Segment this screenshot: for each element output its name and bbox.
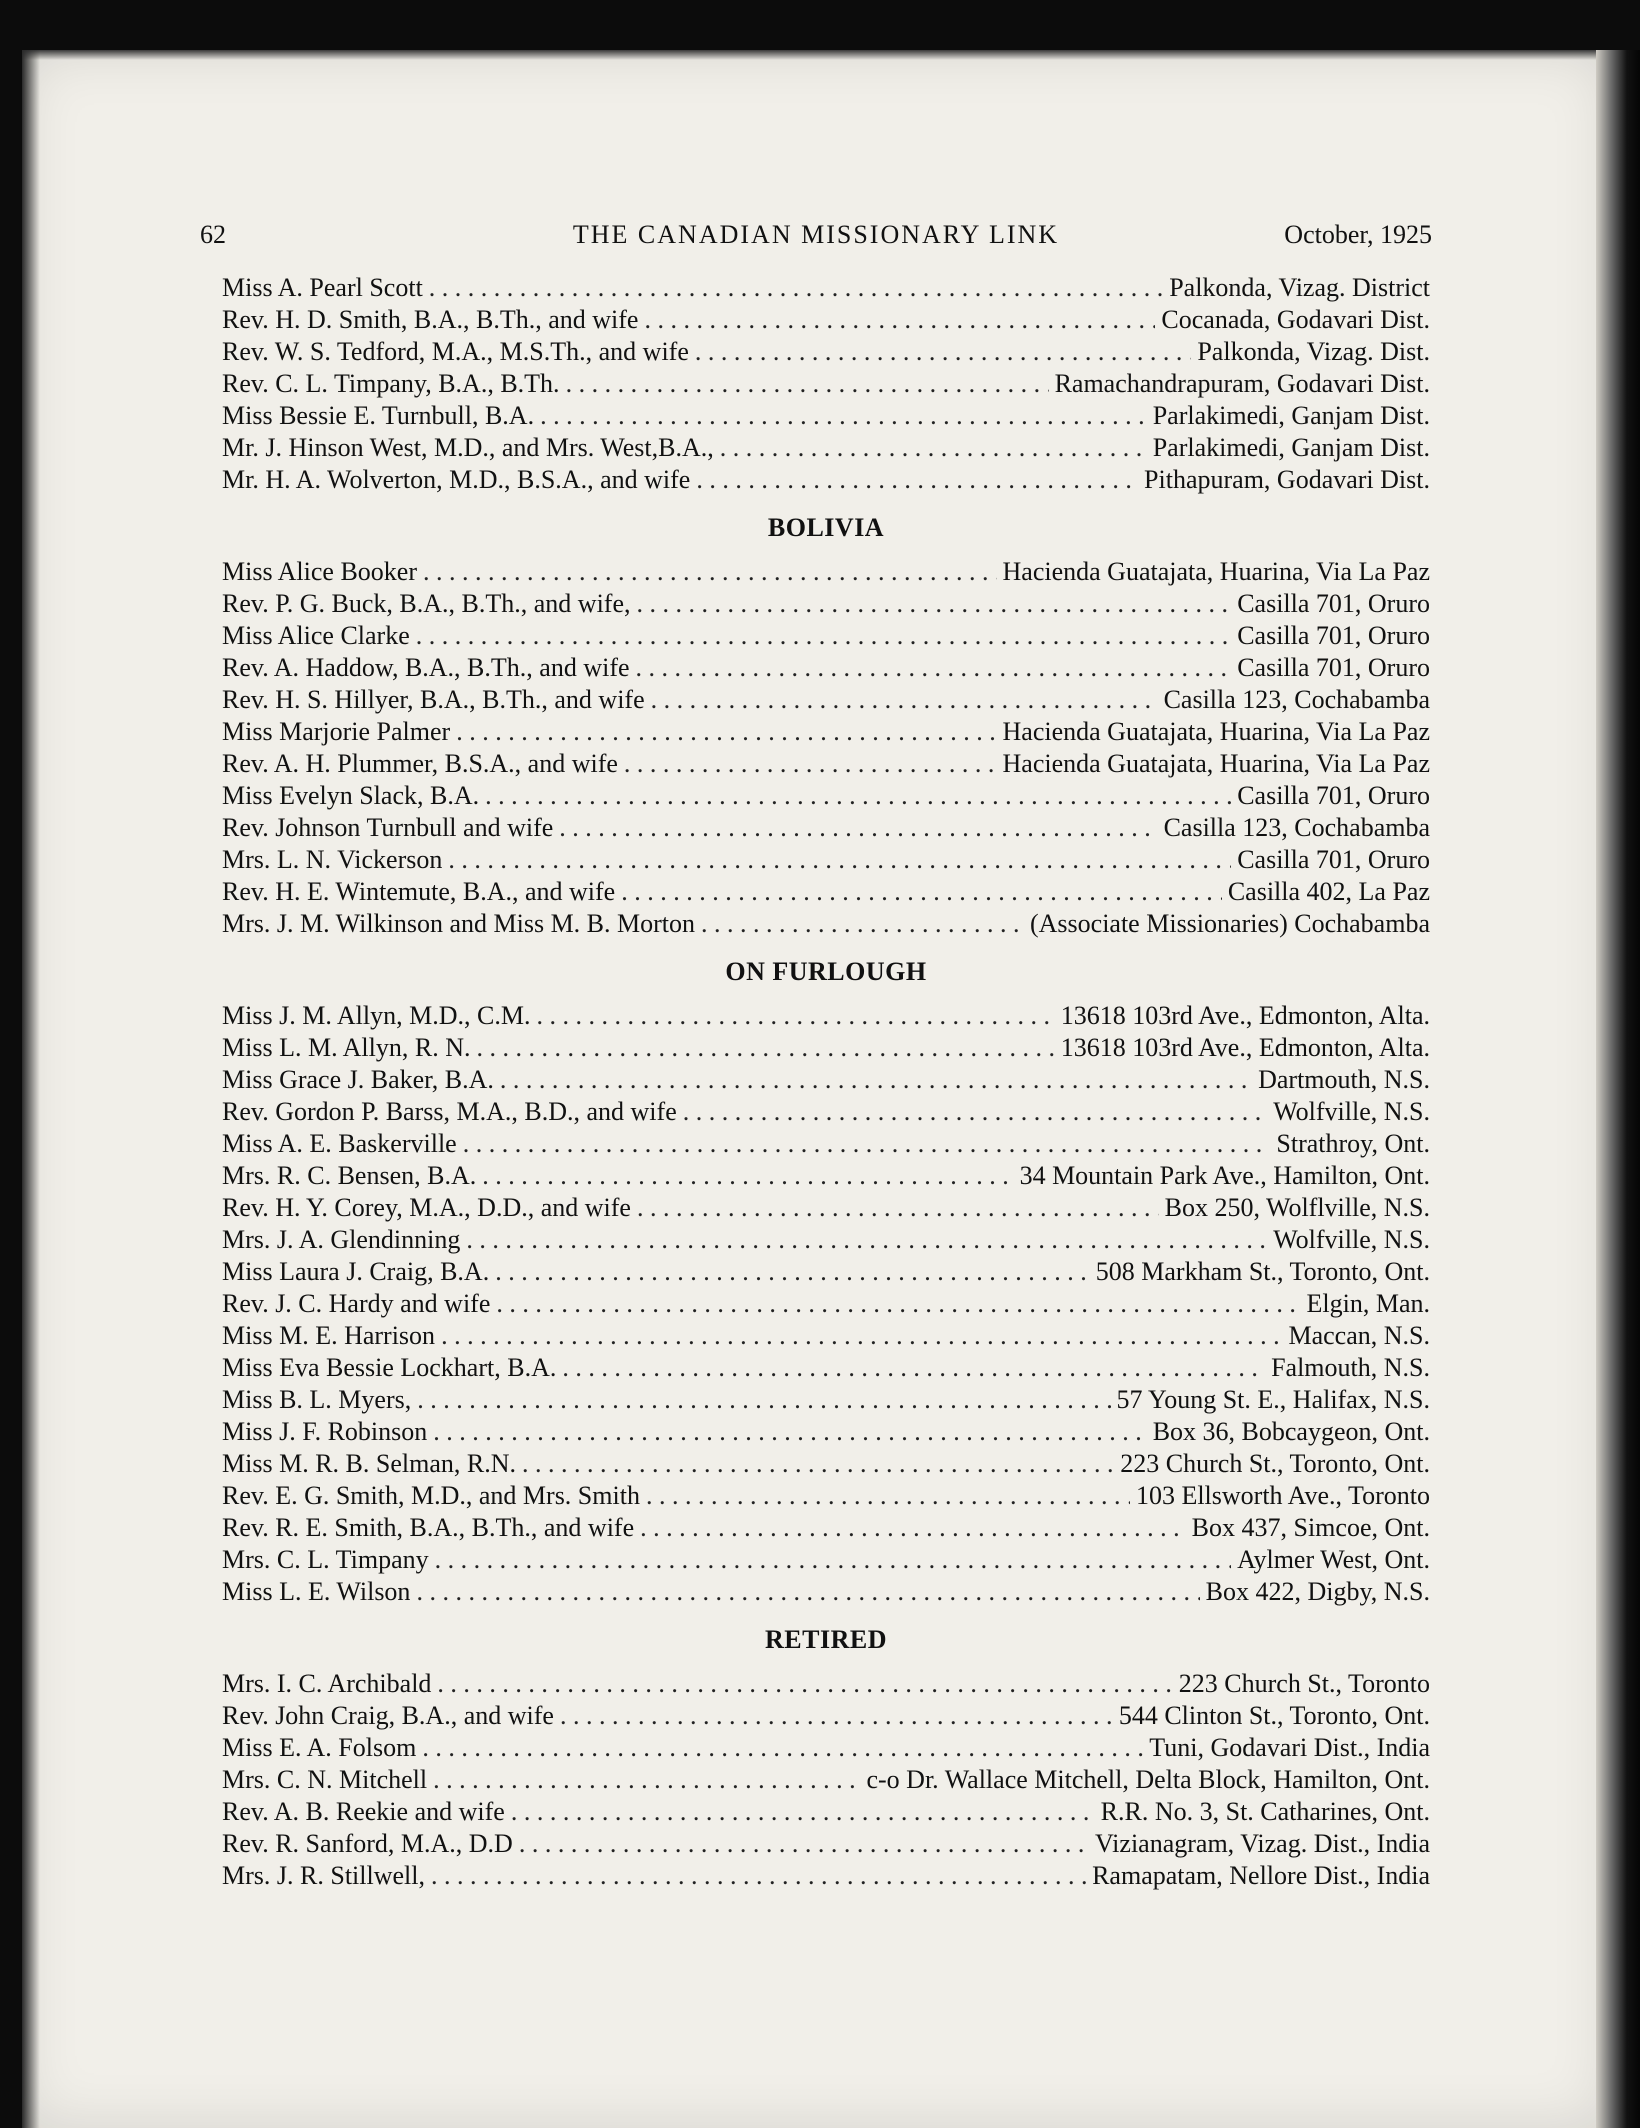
entry-address: Parlakimedi, Ganjam Dist. [1152,401,1430,430]
dot-leader [433,1764,860,1796]
directory-entry [222,716,1430,748]
dot-leader [417,1384,1110,1416]
entry-name: Rev. A. Haddow, B.A., B.Th., and wife [222,653,630,682]
entry-name: Mrs. C. N. Mitchell [222,1765,428,1794]
dot-leader [422,1732,1143,1764]
directory-entry [222,1256,1430,1288]
entry-address: Ramachandrapuram, Godavari Dist. [1054,369,1430,398]
directory-entry [222,1448,1430,1480]
directory-entry [222,1732,1430,1764]
directory-entry [222,304,1430,336]
entry-name: Miss M. E. Harrison [222,1321,436,1350]
dot-leader [433,1416,1146,1448]
dot-leader [540,400,1147,432]
directory-entry [222,1064,1430,1096]
entry-address: Casilla 123, Cochabamba [1163,685,1430,714]
scan-edge-top [22,50,1610,60]
entry-address: Box 250, Wolflville, N.S. [1164,1193,1430,1222]
entry-address: Aylmer West, Ont. [1237,1545,1430,1574]
dot-leader [482,1160,1013,1192]
directory-entry [222,1192,1430,1224]
entry-name: Miss Evelyn Slack, B.A. [222,781,480,810]
dot-leader [536,1000,1054,1032]
entry-name: Miss A. Pearl Scott [222,273,423,302]
directory-entry [222,272,1430,304]
scan-edge-left [22,50,40,2128]
directory-entry [222,876,1430,908]
entry-address: Palkonda, Vizag. Dist. [1197,337,1430,366]
entry-address: Vizianagram, Vizag. Dist., India [1094,1829,1430,1858]
entry-address: Wolfville, N.S. [1273,1097,1430,1126]
directory-entry [222,464,1430,496]
directory-entry [222,1160,1430,1192]
entry-address: Box 36, Bobcaygeon, Ont. [1152,1417,1430,1446]
dot-leader [495,1256,1090,1288]
entry-name: Rev. A. H. Plummer, B.S.A., and wife [222,749,618,778]
entry-name: Rev. A. B. Reekie and wife [222,1797,505,1826]
entry-name: Mrs. L. N. Vickerson [222,845,443,874]
dot-leader [500,1064,1252,1096]
directory-entry [222,1416,1430,1448]
dot-leader [429,272,1163,304]
directory-entry [222,780,1430,812]
entry-address: 13618 103rd Ave., Edmonton, Alta. [1060,1001,1430,1030]
entry-name: Rev. Gordon P. Barss, M.A., B.D., and wife [222,1097,677,1126]
entry-name: Miss Bessie E. Turnbull, B.A. [222,401,535,430]
entry-address: (Associate Missionaries) Cochabamba [1029,909,1430,938]
entry-address: 13618 103rd Ave., Edmonton, Alta. [1060,1033,1430,1062]
entry-name: Rev. C. L. Timpany, B.A., B.Th. [222,369,560,398]
dot-leader [646,1480,1130,1512]
entry-address: Casilla 123, Cochabamba [1163,813,1430,842]
dot-leader [423,556,997,588]
entry-address: 508 Markham St., Toronto, Ont. [1095,1257,1430,1286]
entry-name: Miss Alice Booker [222,557,417,586]
directory-entry [222,1224,1430,1256]
directory-entry [222,684,1430,716]
entry-address: Pithapuram, Godavari Dist. [1144,465,1430,494]
dot-leader [640,1512,1186,1544]
dot-leader [624,748,997,780]
entry-name: Mr. J. Hinson West, M.D., and Mrs. West,B.A., [222,433,714,462]
entry-address: Ramapatam, Nellore Dist., India [1092,1861,1430,1890]
entry-name: Mrs. I. C. Archibald [222,1669,432,1698]
entry-name: Miss B. L. Myers, [222,1385,412,1414]
entry-address: 103 Ellsworth Ave., Toronto [1135,1481,1430,1510]
page-title: THE CANADIAN MISSIONARY LINK [572,220,1060,249]
directory-entry [222,652,1430,684]
dot-leader [456,716,996,748]
retired-list [222,1668,1430,1892]
entry-address: Tuni, Godavari Dist., India [1149,1733,1430,1762]
entry-name: Rev. E. G. Smith, M.D., and Mrs. Smith [222,1481,640,1510]
entry-address: Strathroy, Ont. [1276,1129,1430,1158]
directory [222,272,1430,1892]
entry-address: Casilla 402, La Paz [1227,877,1430,906]
dot-leader [566,368,1049,400]
entry-name: Miss Alice Clarke [222,621,410,650]
entry-name: Miss Marjorie Palmer [222,717,451,746]
dot-leader [435,1544,1231,1576]
dot-leader [437,1668,1172,1700]
entry-address: 223 Church St., Toronto, Ont. [1120,1449,1430,1478]
dot-leader [651,684,1158,716]
directory-entry [222,400,1430,432]
dot-leader [701,908,1024,940]
dot-leader [621,876,1222,908]
directory-entry [222,1544,1430,1576]
dot-leader [416,620,1231,652]
furlough-list [222,1000,1430,1608]
dot-leader [485,780,1231,812]
entry-name: Rev. H. S. Hillyer, B.A., B.Th., and wife [222,685,645,714]
dot-leader [511,1796,1095,1828]
directory-entry [222,1764,1430,1796]
directory-entry [222,812,1430,844]
entry-name: Miss Grace J. Baker, B.A. [222,1065,494,1094]
directory-entry [222,620,1430,652]
directory-entry [222,1576,1430,1608]
entry-address: Cocanada, Godavari Dist. [1161,305,1430,334]
section-heading-retired: RETIRED [765,1625,887,1654]
directory-entry [222,1512,1430,1544]
entry-name: Mrs. C. L. Timpany [222,1545,429,1574]
directory-entry [222,588,1430,620]
directory-entry [222,1828,1430,1860]
entry-name: Miss J. M. Allyn, M.D., C.M. [222,1001,531,1030]
directory-entry [222,1320,1430,1352]
page-number: 62 [200,220,226,249]
directory-entry [222,1032,1430,1064]
entry-name: Rev. H. D. Smith, B.A., B.Th., and wife [222,305,639,334]
entry-name: Rev. H. E. Wintemute, B.A., and wife [222,877,616,906]
entry-name: Miss J. F. Robinson [222,1417,428,1446]
dot-leader [559,812,1157,844]
dot-leader [637,1192,1159,1224]
section-heading-furlough: ON FURLOUGH [725,957,927,986]
directory-entry [222,556,1430,588]
directory-entry [222,748,1430,780]
entry-address: Hacienda Guatajata, Huarina, Via La Paz [1002,749,1430,778]
entry-name: Miss Eva Bessie Lockhart, B.A. [222,1353,557,1382]
entry-name: Rev. R. E. Smith, B.A., B.Th., and wife [222,1513,635,1542]
entry-name: Rev. P. G. Buck, B.A., B.Th., and wife, [222,589,631,618]
entry-address: Maccan, N.S. [1288,1321,1430,1350]
dot-leader [441,1320,1282,1352]
entry-name: Miss L. E. Wilson [222,1577,411,1606]
entry-address: 57 Young St. E., Halifax, N.S. [1116,1385,1430,1414]
entry-address: Casilla 701, Oruro [1237,589,1430,618]
issue-date: October, 1925 [1284,220,1432,249]
entry-name: Mrs. R. C. Bensen, B.A. [222,1161,477,1190]
dot-leader [720,432,1147,464]
entry-name: Miss E. A. Folsom [222,1733,417,1762]
entry-address: Casilla 701, Oruro [1237,621,1430,650]
dot-leader [448,844,1231,876]
dot-leader [466,1224,1267,1256]
entry-name: Mrs. J. M. Wilkinson and Miss M. B. Morton [222,909,696,938]
directory-entry [222,336,1430,368]
entry-address: Box 422, Digby, N.S. [1205,1577,1430,1606]
directory-entry [222,1860,1430,1892]
dot-leader [416,1576,1199,1608]
entry-address: Casilla 701, Oruro [1237,845,1430,874]
entry-address: Falmouth, N.S. [1271,1353,1430,1382]
directory-entry [222,844,1430,876]
entry-address: Casilla 701, Oruro [1237,781,1430,810]
entry-address: Hacienda Guatajata, Huarina, Via La Paz [1002,717,1430,746]
entry-name: Miss M. R. B. Selman, R.N. [222,1449,516,1478]
dot-leader [496,1288,1300,1320]
directory-entry [222,1480,1430,1512]
entry-name: Miss A. E. Baskerville [222,1129,457,1158]
scan-edge-right [1596,50,1640,2128]
entry-address: R.R. No. 3, St. Catharines, Ont. [1100,1797,1430,1826]
bolivia-list [222,556,1430,940]
dot-leader [522,1448,1114,1480]
entry-name: Mr. H. A. Wolverton, M.D., B.S.A., and wife [222,465,691,494]
directory-entry [222,1128,1430,1160]
entry-address: 223 Church St., Toronto [1178,1669,1430,1698]
entry-name: Rev. John Craig, B.A., and wife [222,1701,554,1730]
directory-entry [222,1700,1430,1732]
dot-leader [477,1032,1055,1064]
entry-address: Wolfville, N.S. [1273,1225,1430,1254]
dot-leader [560,1700,1113,1732]
entry-name: Miss L. M. Allyn, R. N. [222,1033,471,1062]
directory-entry [222,1288,1430,1320]
dot-leader [644,304,1155,336]
directory-entry [222,368,1430,400]
entry-address: Parlakimedi, Ganjam Dist. [1152,433,1430,462]
entry-address: 34 Mountain Park Ave., Hamilton, Ont. [1019,1161,1430,1190]
entry-address: 544 Clinton St., Toronto, Ont. [1118,1701,1430,1730]
page-header [200,220,1432,256]
directory-entry [222,1384,1430,1416]
entry-address: Box 437, Simcoe, Ont. [1191,1513,1430,1542]
entry-name: Mrs. J. R. Stillwell, [222,1861,425,1890]
entry-name: Rev. H. Y. Corey, M.A., D.D., and wife [222,1193,631,1222]
dot-leader [519,1828,1089,1860]
directory-entry [222,432,1430,464]
directory-entry [222,908,1430,940]
entry-name: Rev. J. C. Hardy and wife [222,1289,491,1318]
dot-leader [637,588,1232,620]
directory-entry [222,1096,1430,1128]
entry-address: Palkonda, Vizag. District [1169,273,1430,302]
entry-name: Rev. W. S. Tedford, M.A., M.S.Th., and wife [222,337,689,366]
entry-address: Dartmouth, N.S. [1258,1065,1430,1094]
dot-leader [695,336,1191,368]
directory-entry [222,1796,1430,1828]
entry-name: Miss Laura J. Craig, B.A. [222,1257,490,1286]
entry-address: c-o Dr. Wallace Mitchell, Delta Block, Hamilton, Ont. [866,1765,1430,1794]
directory-entry [222,1352,1430,1384]
directory-entry [222,1000,1430,1032]
dot-leader [683,1096,1267,1128]
dot-leader [562,1352,1265,1384]
india-list [222,272,1430,496]
dot-leader [636,652,1232,684]
entry-address: Hacienda Guatajata, Huarina, Via La Paz [1002,557,1430,586]
entry-address: Casilla 701, Oruro [1237,653,1430,682]
dot-leader [463,1128,1271,1160]
directory-entry [222,1668,1430,1700]
entry-name: Rev. Johnson Turnbull and wife [222,813,554,842]
dot-leader [431,1860,1086,1892]
dot-leader [696,464,1138,496]
entry-name: Mrs. J. A. Glendinning [222,1225,461,1254]
section-heading-bolivia: BOLIVIA [767,513,885,542]
entry-address: Elgin, Man. [1306,1289,1430,1318]
entry-name: Rev. R. Sanford, M.A., D.D [222,1829,513,1858]
